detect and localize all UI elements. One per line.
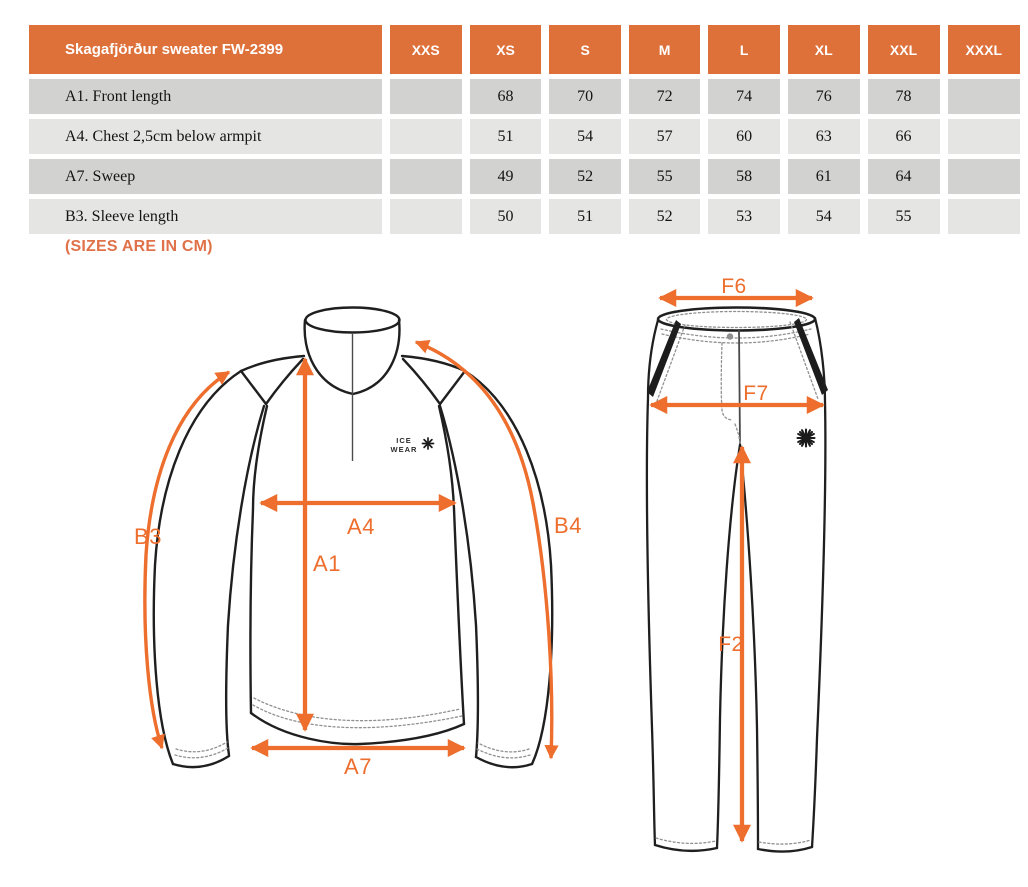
measurement-value bbox=[390, 199, 462, 234]
measurement-label: A1. Front length bbox=[29, 79, 382, 114]
size-column-header: S bbox=[549, 25, 621, 74]
measurement-value: 49 bbox=[470, 159, 542, 194]
size-column-header: XXXL bbox=[948, 25, 1020, 74]
snowflake-icon bbox=[423, 438, 434, 449]
fly-stitch bbox=[721, 343, 732, 420]
sweater-diagram bbox=[115, 293, 615, 803]
measurement-value: 76 bbox=[788, 79, 860, 114]
waist-button bbox=[727, 333, 733, 339]
sizes-note: (SIZES ARE IN CM) bbox=[65, 238, 213, 255]
table-row bbox=[29, 159, 1020, 194]
measurement-value: 54 bbox=[788, 199, 860, 234]
measurement-value bbox=[948, 159, 1020, 194]
measurement-value: 58 bbox=[708, 159, 780, 194]
label-a7: A7 bbox=[344, 754, 372, 779]
table-row bbox=[29, 199, 1020, 234]
measurement-value bbox=[390, 119, 462, 154]
measurement-value: 70 bbox=[549, 79, 621, 114]
measurement-value bbox=[390, 159, 462, 194]
label-f6: F6 bbox=[721, 275, 747, 298]
label-b4: B4 bbox=[554, 513, 582, 538]
measurement-value: 55 bbox=[629, 159, 701, 194]
size-table-title: Skagafjörður sweater FW-2399 bbox=[29, 25, 382, 74]
label-f7: F7 bbox=[743, 382, 769, 405]
collar-opening bbox=[306, 308, 400, 333]
measurement-value: 51 bbox=[549, 199, 621, 234]
measurement-value: 78 bbox=[868, 79, 940, 114]
label-b3: B3 bbox=[134, 524, 162, 549]
label-a4: A4 bbox=[347, 514, 375, 539]
measurement-value: 52 bbox=[549, 159, 621, 194]
size-column-header: XXL bbox=[868, 25, 940, 74]
table-row bbox=[29, 119, 1020, 154]
measurement-value: 51 bbox=[470, 119, 542, 154]
table-row bbox=[29, 79, 1020, 114]
measurement-value: 64 bbox=[868, 159, 940, 194]
measurement-value: 50 bbox=[470, 199, 542, 234]
logo-text-wear: WEAR bbox=[390, 445, 418, 454]
measurement-value: 53 bbox=[708, 199, 780, 234]
measurement-value bbox=[390, 79, 462, 114]
measurement-value bbox=[948, 119, 1020, 154]
measurement-value: 61 bbox=[788, 159, 860, 194]
icewear-logo bbox=[391, 436, 434, 454]
size-column-header: XL bbox=[788, 25, 860, 74]
measurement-value: 68 bbox=[470, 79, 542, 114]
pants-outline bbox=[647, 308, 828, 852]
snowflake-icon bbox=[798, 430, 815, 447]
measurement-value: 74 bbox=[708, 79, 780, 114]
measurement-value: 52 bbox=[629, 199, 701, 234]
label-f2: F2 bbox=[718, 633, 744, 656]
measurement-value bbox=[948, 79, 1020, 114]
measurement-value: 66 bbox=[868, 119, 940, 154]
measurement-value: 63 bbox=[788, 119, 860, 154]
label-a1: A1 bbox=[313, 551, 341, 576]
measurement-value bbox=[948, 199, 1020, 234]
measurement-value: 60 bbox=[708, 119, 780, 154]
size-column-header: XS bbox=[470, 25, 542, 74]
size-column-header: L bbox=[708, 25, 780, 74]
arrow-b4 bbox=[416, 342, 552, 758]
size-table-header-row bbox=[29, 25, 1020, 74]
measurement-label: A7. Sweep bbox=[29, 159, 382, 194]
size-table bbox=[21, 20, 1028, 239]
pocket-left bbox=[647, 320, 681, 397]
logo-text-ice: ICE bbox=[396, 436, 412, 445]
measurement-label: A4. Chest 2,5cm below armpit bbox=[29, 119, 382, 154]
measurement-value: 54 bbox=[549, 119, 621, 154]
size-column-header: M bbox=[629, 25, 701, 74]
measurement-value: 72 bbox=[629, 79, 701, 114]
pants-measure-arrows bbox=[651, 298, 823, 841]
pants-diagram bbox=[640, 273, 840, 865]
size-column-header: XXS bbox=[390, 25, 462, 74]
size-table-body bbox=[29, 79, 1020, 234]
measurement-label: B3. Sleeve length bbox=[29, 199, 382, 234]
measurement-value: 55 bbox=[868, 199, 940, 234]
measurement-value: 57 bbox=[629, 119, 701, 154]
